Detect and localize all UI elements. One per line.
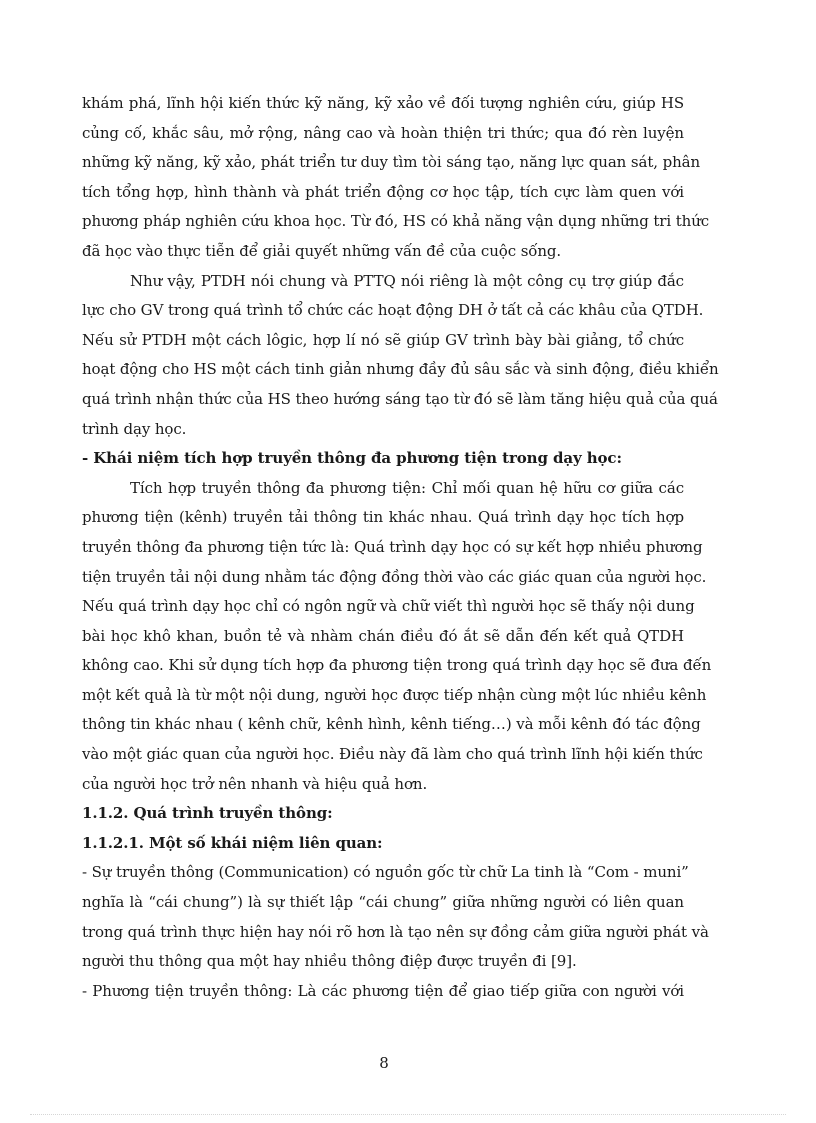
body-line: đã học vào thực tiễn để giải quyết những vấn đề của cuộc sống. <box>82 241 562 260</box>
body-line: Tích hợp truyền thông đa phương tiện: Chỉ mối quan hệ hữu cơ giữa các <box>130 478 684 497</box>
body-line: thông tin khác nhau ( kênh chữ, kênh hình, kênh tiếng…) và mỗi kênh đó tác động <box>82 715 701 734</box>
body-line: trong quá trình thực hiện hay nói rõ hơn là tạo nên sự đồng cảm giữa người phát và <box>82 922 709 941</box>
subsection-heading: 1.1.2.1. Một số khái niệm liên quan: <box>82 833 383 852</box>
page-body <box>82 89 719 1006</box>
body-line: tiện truyền tải nội dung nhằm tác động đồng thời vào các giác quan của người học. <box>82 567 707 586</box>
body-line: khám phá, lĩnh hội kiến thức kỹ năng, kỹ xảo về đối tượng nghiên cứu, giúp HS <box>82 94 684 112</box>
body-line: của người học trở nên nhanh và hiệu quả hơn. <box>82 774 428 793</box>
body-line: hoạt động cho HS một cách tinh giản nhưng đầy đủ sâu sắc và sinh động, điều khiển <box>82 360 719 379</box>
body-line: - Phương tiện truyền thông: Là các phương tiện để giao tiếp giữa con người với <box>82 981 684 1000</box>
section-heading: - Khái niệm tích hợp truyền thông đa phương tiện trong dạy học: <box>82 449 622 468</box>
body-line: phương tiện (kênh) truyền tải thông tin khác nhau. Quá trình dạy học tích hợp <box>82 508 684 527</box>
section-heading: 1.1.2. Quá trình truyền thông: <box>82 804 333 823</box>
body-line: quá trình nhận thức của HS theo hướng sáng tạo từ đó sẽ làm tăng hiệu quả của quá <box>82 389 718 408</box>
body-line: trình dạy học. <box>82 419 187 438</box>
page-bottom-divider <box>30 1114 786 1115</box>
body-line: - Sự truyền thông (Communication) có nguồn gốc từ chữ La tinh là “Com - muni” <box>82 863 689 882</box>
body-line: bài học khô khan, buồn tẻ và nhàm chán điều đó ắt sẽ dẫn đến kết quả QTDH <box>82 626 684 645</box>
body-line: phương pháp nghiên cứu khoa học. Từ đó, HS có khả năng vận dụng những tri thức <box>82 212 710 231</box>
body-line: những kỹ năng, kỹ xảo, phát triển tư duy tìm tòi sáng tạo, năng lực quan sát, phân <box>82 153 701 172</box>
body-line: truyền thông đa phương tiện tức là: Quá trình dạy học có sự kết hợp nhiều phương <box>82 537 703 556</box>
body-line: Nếu quá trình dạy học chỉ có ngôn ngữ và chữ viết thì người học sẽ thấy nội dung <box>82 597 695 616</box>
body-line: lực cho GV trong quá trình tổ chức các hoạt động DH ở tất cả các khâu của QTDH. <box>82 301 704 320</box>
body-line: Như vậy, PTDH nói chung và PTTQ nói riêng là một công cụ trợ giúp đắc <box>130 271 684 290</box>
body-line: Nếu sử PTDH một cách lôgic, hợp lí nó sẽ giúp GV trình bày bài giảng, tổ chức <box>82 330 684 349</box>
body-line: củng cố, khắc sâu, mở rộng, nâng cao và hoàn thiện tri thức; qua đó rèn luyện <box>82 123 684 142</box>
page-number: 8 <box>379 1054 389 1072</box>
body-line: không cao. Khi sử dụng tích hợp đa phương tiện trong quá trình dạy học sẽ đưa đến <box>82 656 712 675</box>
body-line: vào một giác quan của người học. Điều này đã làm cho quá trình lĩnh hội kiến thức <box>82 745 703 764</box>
body-line: một kết quả là từ một nội dung, người học được tiếp nhận cùng một lúc nhiều kênh <box>82 685 707 704</box>
body-line: người thu thông qua một hay nhiều thông điệp được truyền đi [9]. <box>82 952 577 971</box>
body-line: nghĩa là “cái chung”) là sự thiết lập “cái chung” giữa những người có liên quan <box>82 893 684 912</box>
body-line: tích tổng hợp, hình thành và phát triển động cơ học tập, tích cực làm quen với <box>82 182 684 201</box>
